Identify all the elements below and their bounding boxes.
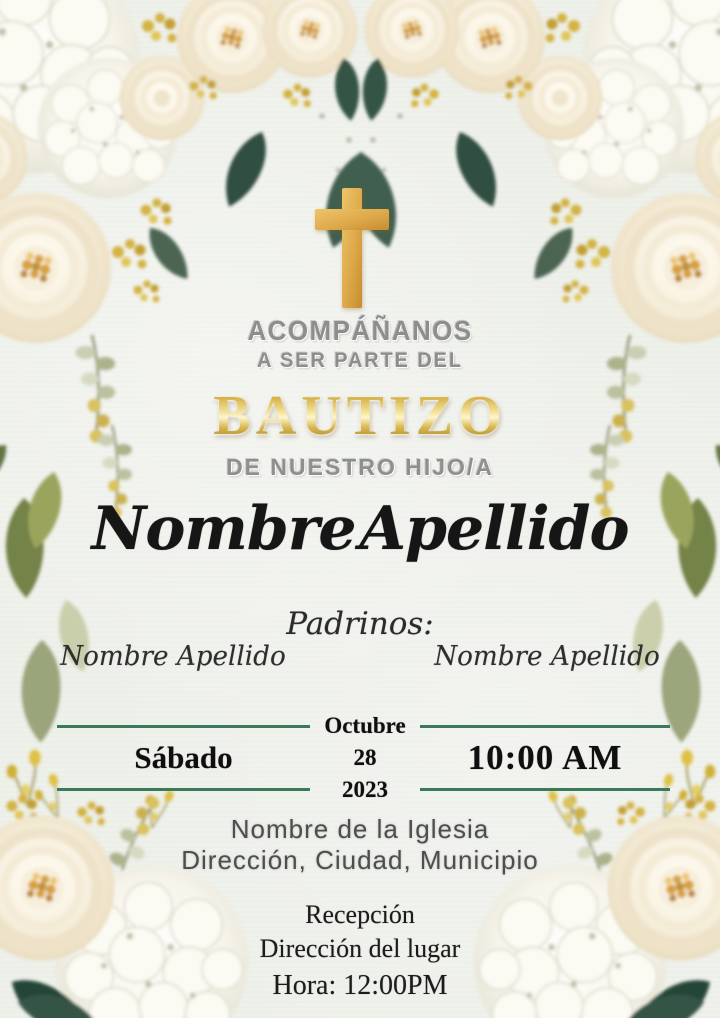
date-month: Octubre <box>324 713 406 738</box>
child-name: Nombre Apellido <box>91 494 629 564</box>
date-center <box>310 712 420 804</box>
date-time: 10:00 AM <box>420 725 670 791</box>
reception-info <box>0 898 720 1004</box>
date-day: 28 <box>353 745 377 771</box>
padrino-name-right: Nombre Apellido <box>434 641 660 672</box>
church-name: Nombre de la Iglesia <box>230 814 490 844</box>
event-subtitle: DE NUESTRO HIJO/A <box>226 454 494 480</box>
cross-icon <box>309 186 395 312</box>
church-address: Dirección, Ciudad, Municipio <box>181 844 539 875</box>
reception-time: Hora: 12:00PM <box>272 969 448 1001</box>
date-day-name: Sábado <box>57 725 310 791</box>
padrinos-label: Padrinos: <box>286 606 434 642</box>
reception-address: Dirección del lugar <box>259 933 461 963</box>
intro-text <box>0 315 720 373</box>
event-title: BAUTIZO <box>0 384 720 448</box>
intro-line-1: ACOMPÁÑANOS <box>247 315 473 346</box>
padrino-name-left: Nombre Apellido <box>60 641 286 672</box>
reception-title: Recepción <box>305 900 415 929</box>
padrinos-row <box>0 641 720 672</box>
date-year: 2023 <box>342 777 388 803</box>
date-block <box>57 712 670 804</box>
intro-line-2: A SER PARTE DEL <box>257 349 463 373</box>
church-info <box>0 814 720 875</box>
